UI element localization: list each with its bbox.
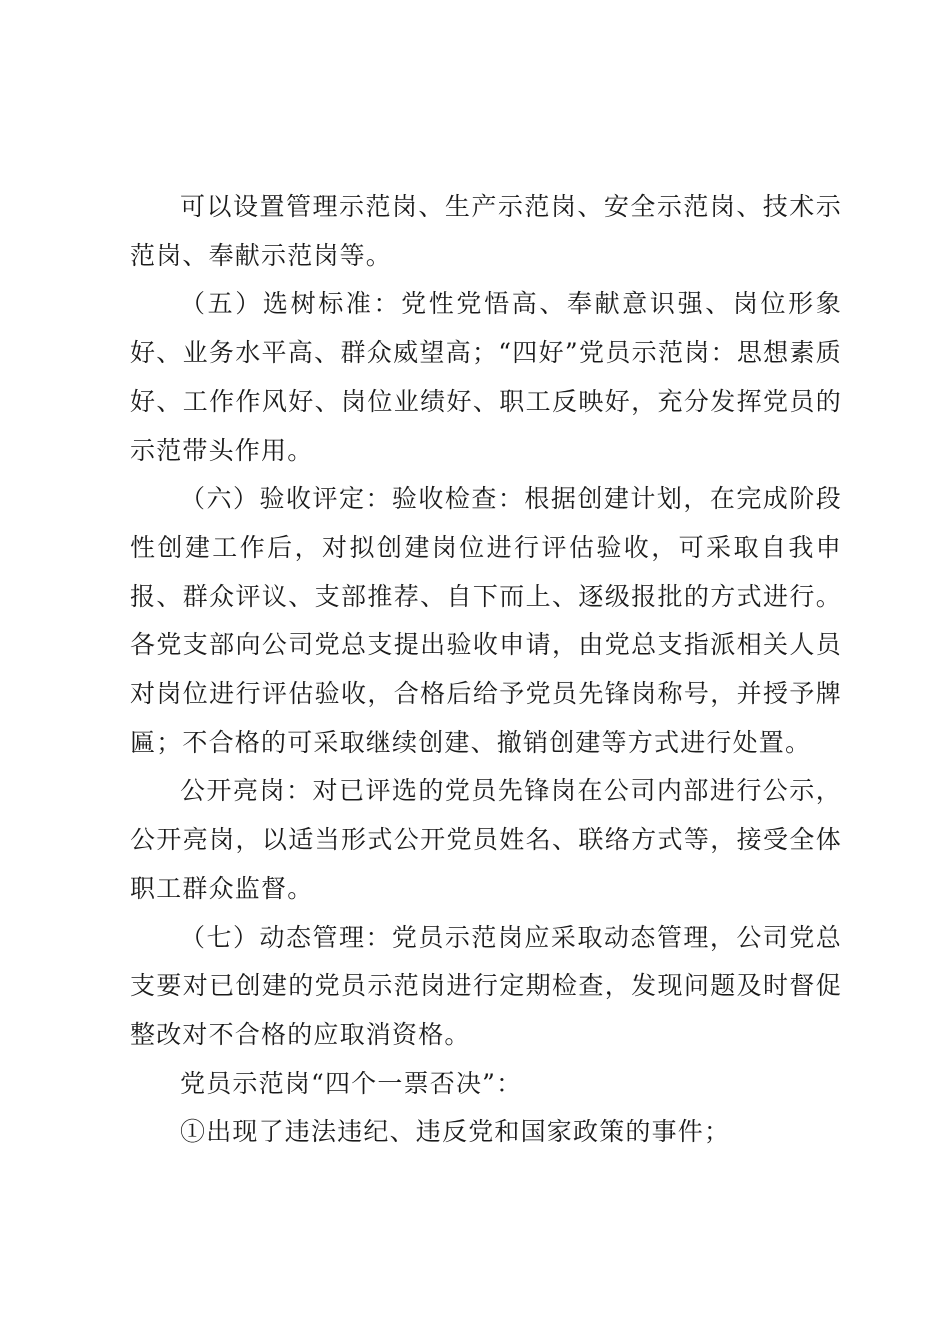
paragraph-selection-criteria: （五）选树标准：党性党悟高、奉献意识强、岗位形象好、业务水平高、群众威望高；“四好”党员示范岗：思想素质好、工作作风好、岗位业绩好、职工反映好，充分发挥党员的示范带头作用。 (130, 289, 842, 465)
paragraph-dynamic-management: （七）动态管理：党员示范岗应采取动态管理，公司党总支要对已创建的党员示范岗进行定期检查，发现问题及时督促整改对不合格的应取消资格。 (130, 922, 842, 1049)
paragraph-demo-post-types: 可以设置管理示范岗、生产示范岗、安全示范岗、技术示范岗、奉献示范岗等。 (130, 192, 842, 270)
paragraph-public-display: 公开亮岗：对已评选的党员先锋岗在公司内部进行公示，公开亮岗，以适当形式公开党员姓名、联络方式等，接受全体职工群众监督。 (130, 776, 842, 903)
paragraph-acceptance-evaluation: （六）验收评定：验收检查：根据创建计划，在完成阶段性创建工作后，对拟创建岗位进行评估验收，可采取自我申报、群众评议、支部推荐、自下而上、逐级报批的方式进行。各党支部向公司党总支提出验收申请，由党总支指派相关人员对岗位进行评估验收，合格后给予党员先锋岗称号，并授予牌匾；不合格的可采取继续创建、撤销创建等方式进行处置。 (130, 484, 842, 757)
document-body (130, 183, 842, 1157)
paragraph-veto-heading: 党员示范岗“四个一票否决”： (180, 1068, 523, 1098)
paragraph-veto-item-1: ①出现了违法违纪、违反党和国家政策的事件； (180, 1117, 731, 1147)
